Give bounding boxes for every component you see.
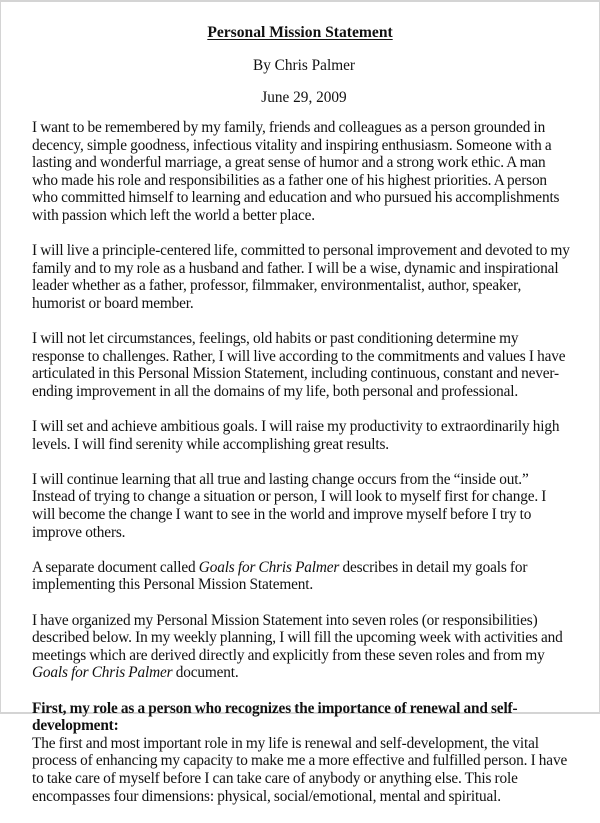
paragraph-principles: I will live a principle-centered life, committed to personal improvement and devoted to my family and to my role as a husband and father. I will be a wise, dynamic and inspirational leader whether as a father, professor, filmmaker, environmentalist, author, speaker, humorist or board member. — [32, 242, 570, 312]
document-title: Personal Mission Statement — [207, 24, 393, 41]
paragraph-response: I will not let circumstances, feelings, old habits or past conditioning determine my response to challenges. Rather, I will live according to the commitments and values I have articulated in this Personal Mission Statement, including continuous, constant and never-ending improvement in all the domains of my life, both personal and professional. — [32, 330, 566, 400]
author-byline: By Chris Palmer — [253, 57, 355, 74]
paragraph-first-role — [32, 700, 572, 806]
paragraph-text: The first and most important role in my life is renewal and self-development, the vital process of enhancing my capacity to make me a more effective and fulfilled person. I have to take care of myself before I can take care of anybody or anything else. This role encompasses four dimensions: physical, social/emotional, mental and spiritual. — [32, 734, 568, 805]
paragraph-text: document. — [172, 664, 239, 682]
paragraph-separate-document — [32, 559, 572, 594]
paragraph-text: A separate document called — [32, 558, 199, 576]
paragraph-goals: I will set and achieve ambitious goals. I will raise my productivity to extraordinarily high levels. I will find serenity while accomplishing great results. — [32, 418, 560, 453]
paragraph-seven-roles — [32, 612, 572, 682]
document-reference-title: Goals for Chris Palmer — [32, 664, 173, 682]
document-reference-title: Goals for Chris Palmer — [198, 558, 340, 576]
paragraph-inside-out: I will continue learning that all true and lasting change occurs from the “inside out.” Instead of trying to change a situation or person, I will look to myself first for change. I will become the change I want to see in the world and improve myself before I try to improve others. — [32, 470, 547, 541]
paragraph-text: I have organized my Personal Mission Statement into seven roles (or responsibilities) described below. In my weekly planning, I will fill the upcoming week with activities and meetings which are derived directly and explicitly from these seven roles and from my — [32, 611, 563, 664]
document-date: June 29, 2009 — [261, 89, 347, 106]
document-body — [32, 119, 572, 823]
paragraph-legacy: I want to be remembered by my family, friends and colleagues as a person grounded in decency, simple goodness, infectious vitality and inspiring enthusiasm. Someone with a lasting and wonderful marriage, a great sense of humor and a strong work ethic. A man who made his role and responsibilities as a father one of his highest priorities. A person who committed himself to learning and education and who pursued his accomplishments with passion which left the world a better place. — [32, 119, 560, 224]
role-heading: First, my role as a person who recognizes the importance of renewal and self-development: — [32, 699, 518, 735]
paragraph-text: describes in detail my goals for implementing this Personal Mission Statement. — [32, 558, 528, 594]
